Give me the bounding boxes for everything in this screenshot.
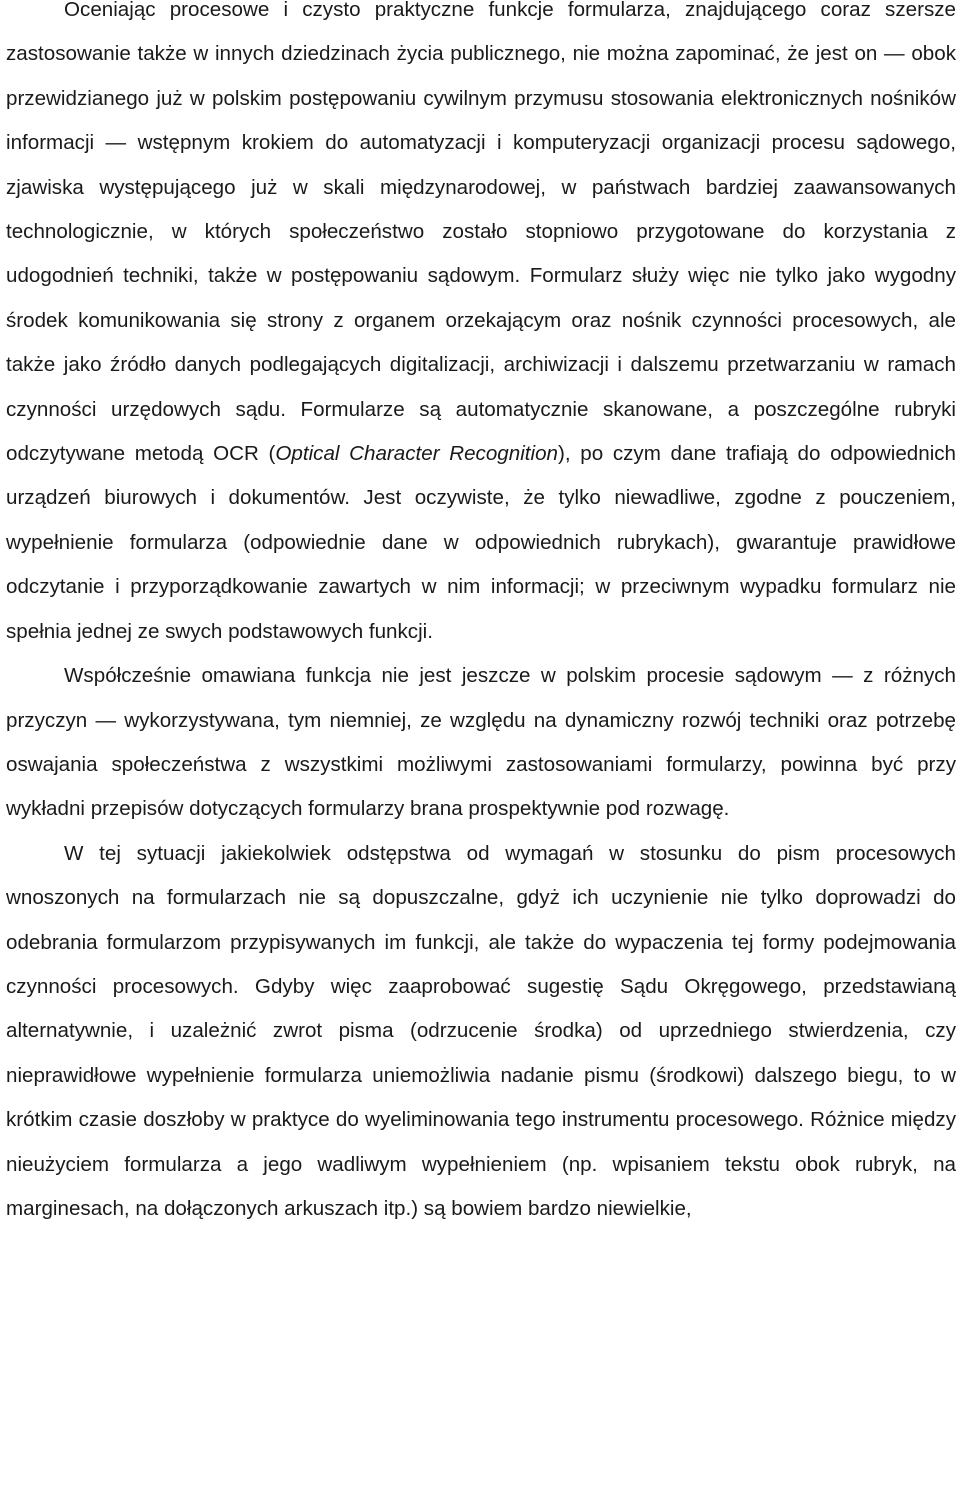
paragraph-1-run-1: Oceniając procesowe i czysto praktyczne funkcje formularza, znajdującego coraz szersze zastosowanie także w innych dziedzinach życia publicznego, nie można zapominać, że jest on — obok przewidzianego już w polskim postępowaniu cywilnym przymusu stosowania elektronicznych nośników informacji — wstępnym krokiem do automatyzacji i komputeryzacji organizacji procesu sądowego, zjawiska występującego już w skali międzynarodowej, w państwach bardziej zaawansowanych technologicznie, w których społeczeństwo zostało stopniowo przygotowane do korzystania z udogodnień techniki, także w postępowaniu sądowym. Formularz służy więc nie tylko jako wygodny środek komunikowania się strony z organem orzekającym oraz nośnik czynności procesowych, ale także jako źródło danych podlegających digitalizacji, archiwizacji i dalszemu przetwarzaniu w ramach czynności urzędowych sądu. Formularze są automatycznie skanowane, a poszczególne rubryki odczytywane metodą OCR ( [6,0,956,466]
paragraph-2-run-1: Współcześnie omawiana funkcja nie jest jeszcze w polskim procesie sądowym — z różnych przyczyn — wykorzystywana, tym niemniej, ze względu na dynamiczny rozwój techniki oraz potrzebę oswajania społeczeństwa z wszystkimi możliwymi zastosowaniami formularzy, powinna być przy wykładni przepisów dotyczących formularzy brana prospektywnie pod rozwagę. [6,664,956,821]
paragraph-3 [6,832,956,1232]
paragraph-2 [6,654,956,832]
paragraph-1-run-2-italic: Optical Character Recognition [275,442,558,466]
paragraph-3-run-1: W tej sytuacji jakiekolwiek odstępstwa od wymagań w stosunku do pism procesowych wnoszonych na formularzach nie są dopuszczalne, gdyż ich uczynienie nie tylko doprowadzi do odebrania formularzom przypisywanych im funkcji, ale także do wypaczenia tej formy podejmowania czynności procesowych. Gdyby więc zaaprobować sugestię Sądu Okręgowego, przedstawianą alternatywnie, i uzależnić zwrot pisma (odrzucenie środka) od uprzedniego stwierdzenia, czy nieprawidłowe wypełnienie formularza uniemożliwia nadanie pismu (środkowi) dalszego biegu, to w krótkim czasie doszłoby w praktyce do wyeliminowania tego instrumentu procesowego. Różnice między nieużyciem formularza a jego wadliwym wypełnieniem (np. wpisaniem tekstu obok rubryk, na marginesach, na dołączonych arkuszach itp.) są bowiem bardzo niewielkie, [6,841,956,1220]
paragraph-1 [6,0,956,654]
document-page [6,0,956,1231]
paragraph-1-run-3: ), po czym dane trafiają do odpowiednich urządzeń biurowych i dokumentów. Jest oczywiste, że tylko niewadliwe, zgodne z pouczeniem, wypełnienie formularza (odpowiednie dane w odpowiednich rubrykach), gwarantuje prawidłowe odczytanie i przyporządkowanie zawartych w nim informacji; w przeciwnym wypadku formularz nie spełnia jednej ze swych podstawowych funkcji. [6,442,957,643]
